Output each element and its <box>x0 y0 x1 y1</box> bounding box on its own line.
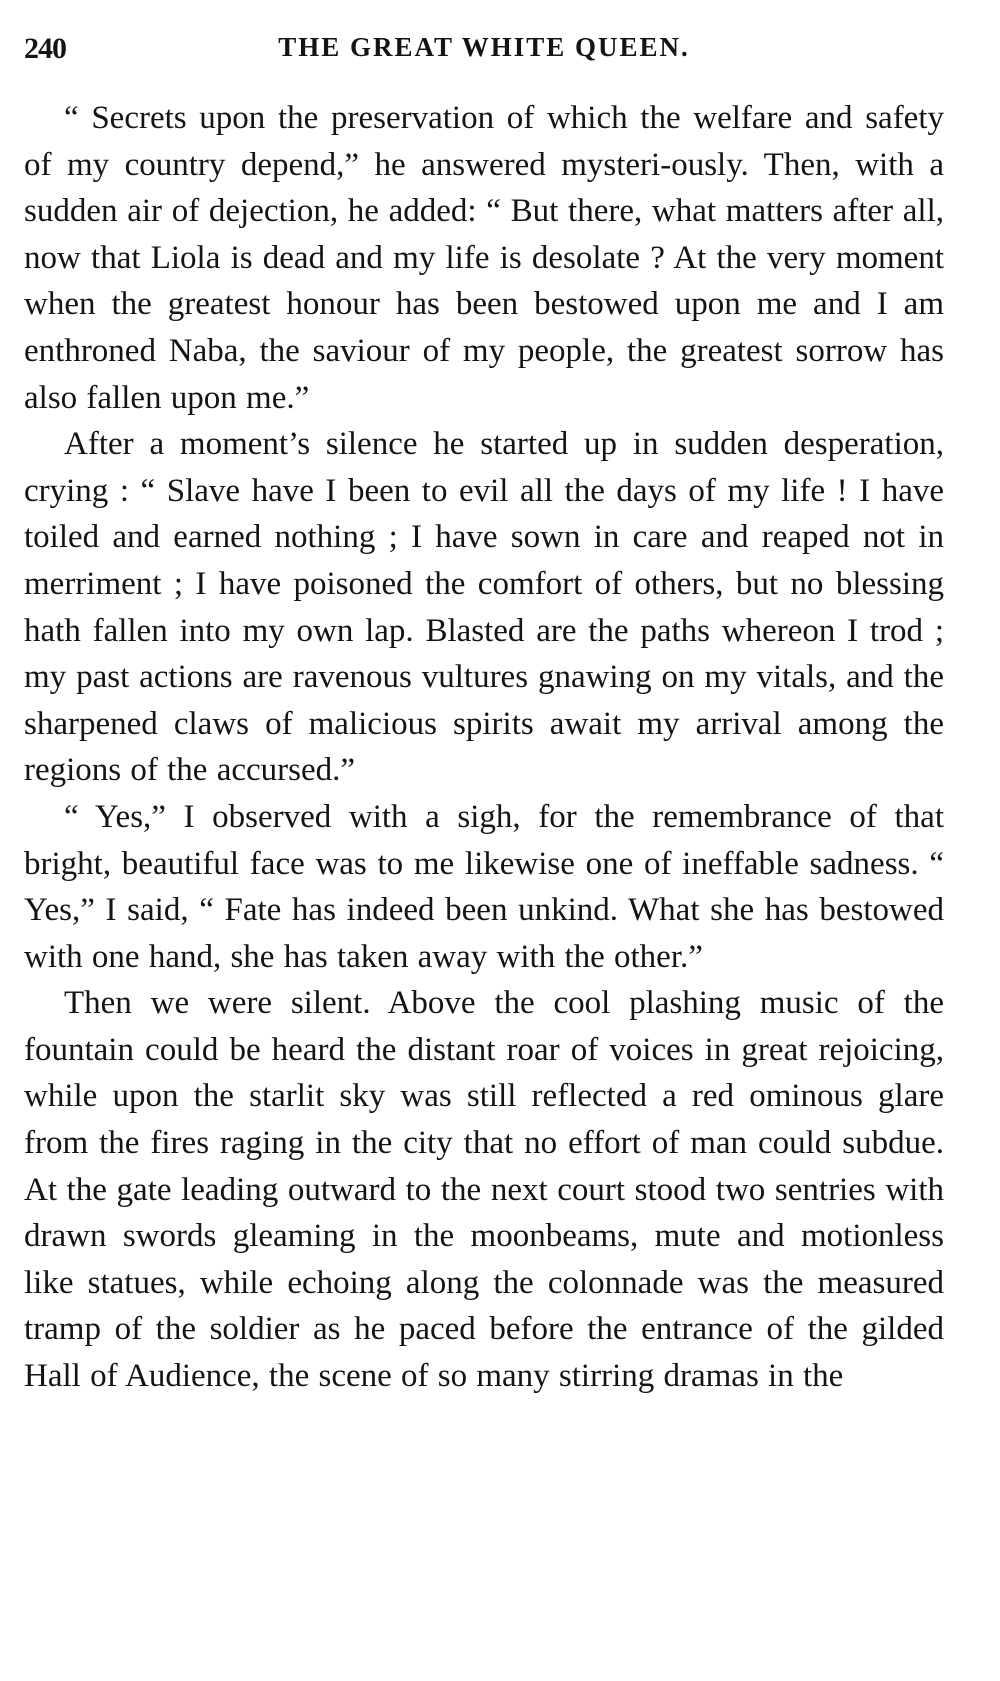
paragraph: “ Yes,” I observed with a sigh, for the remembrance of that bright, beautiful face was to me likewise one of ineffable sadness. “ Yes,” I said, “ Fate has indeed been unkind. What she has bestowed with one hand, she has taken away with the other.” <box>24 798 944 975</box>
paragraph: Then we were silent. Above the cool plashing music of the fountain could be heard the distant roar of voices in great rejoicing, while upon the starlit sky was still reflected a red ominous glare from the fires raging in the city that no effort of man could subdue. At the gate leading outward to the next court stood two sentries with drawn swords gleaming in the moonbeams, mute and motionless like statues, while echoing along the colonnade was the measured tramp of the soldier as he paced before the entrance of the gilded Hall of Audience, the scene of so many stirring dramas in the <box>24 985 944 1395</box>
body-text <box>24 95 944 1400</box>
paragraph: “ Secrets upon the preservation of which the welfare and safety of my country depend,” he answered mysteri-ously. Then, with a sudden air of dejection, he added: “ But there, what matters after all, now that Liola is dead and my life is desolate ? At the very moment when the greatest honour has been bestowed upon me and I am enthroned Naba, the saviour of my people, the greatest sorrow has also fallen upon me.” <box>24 100 944 416</box>
page-header <box>24 32 944 72</box>
paragraph: After a moment’s silence he started up in sudden desperation, crying : “ Slave have I been to evil all the days of my life ! I have toiled and earned nothing ; I have sown in care and reaped not in merriment ; I have poisoned the comfort of others, but no blessing hath fallen into my own lap. Blasted are the paths whereon I trod ; my past actions are ravenous vultures gnawing on my vitals, and the sharpened claws of malicious spirits await my arrival among the regions of the accursed.” <box>24 426 944 789</box>
page-number: 240 <box>24 32 66 65</box>
running-title: THE GREAT WHITE QUEEN. <box>278 32 690 62</box>
